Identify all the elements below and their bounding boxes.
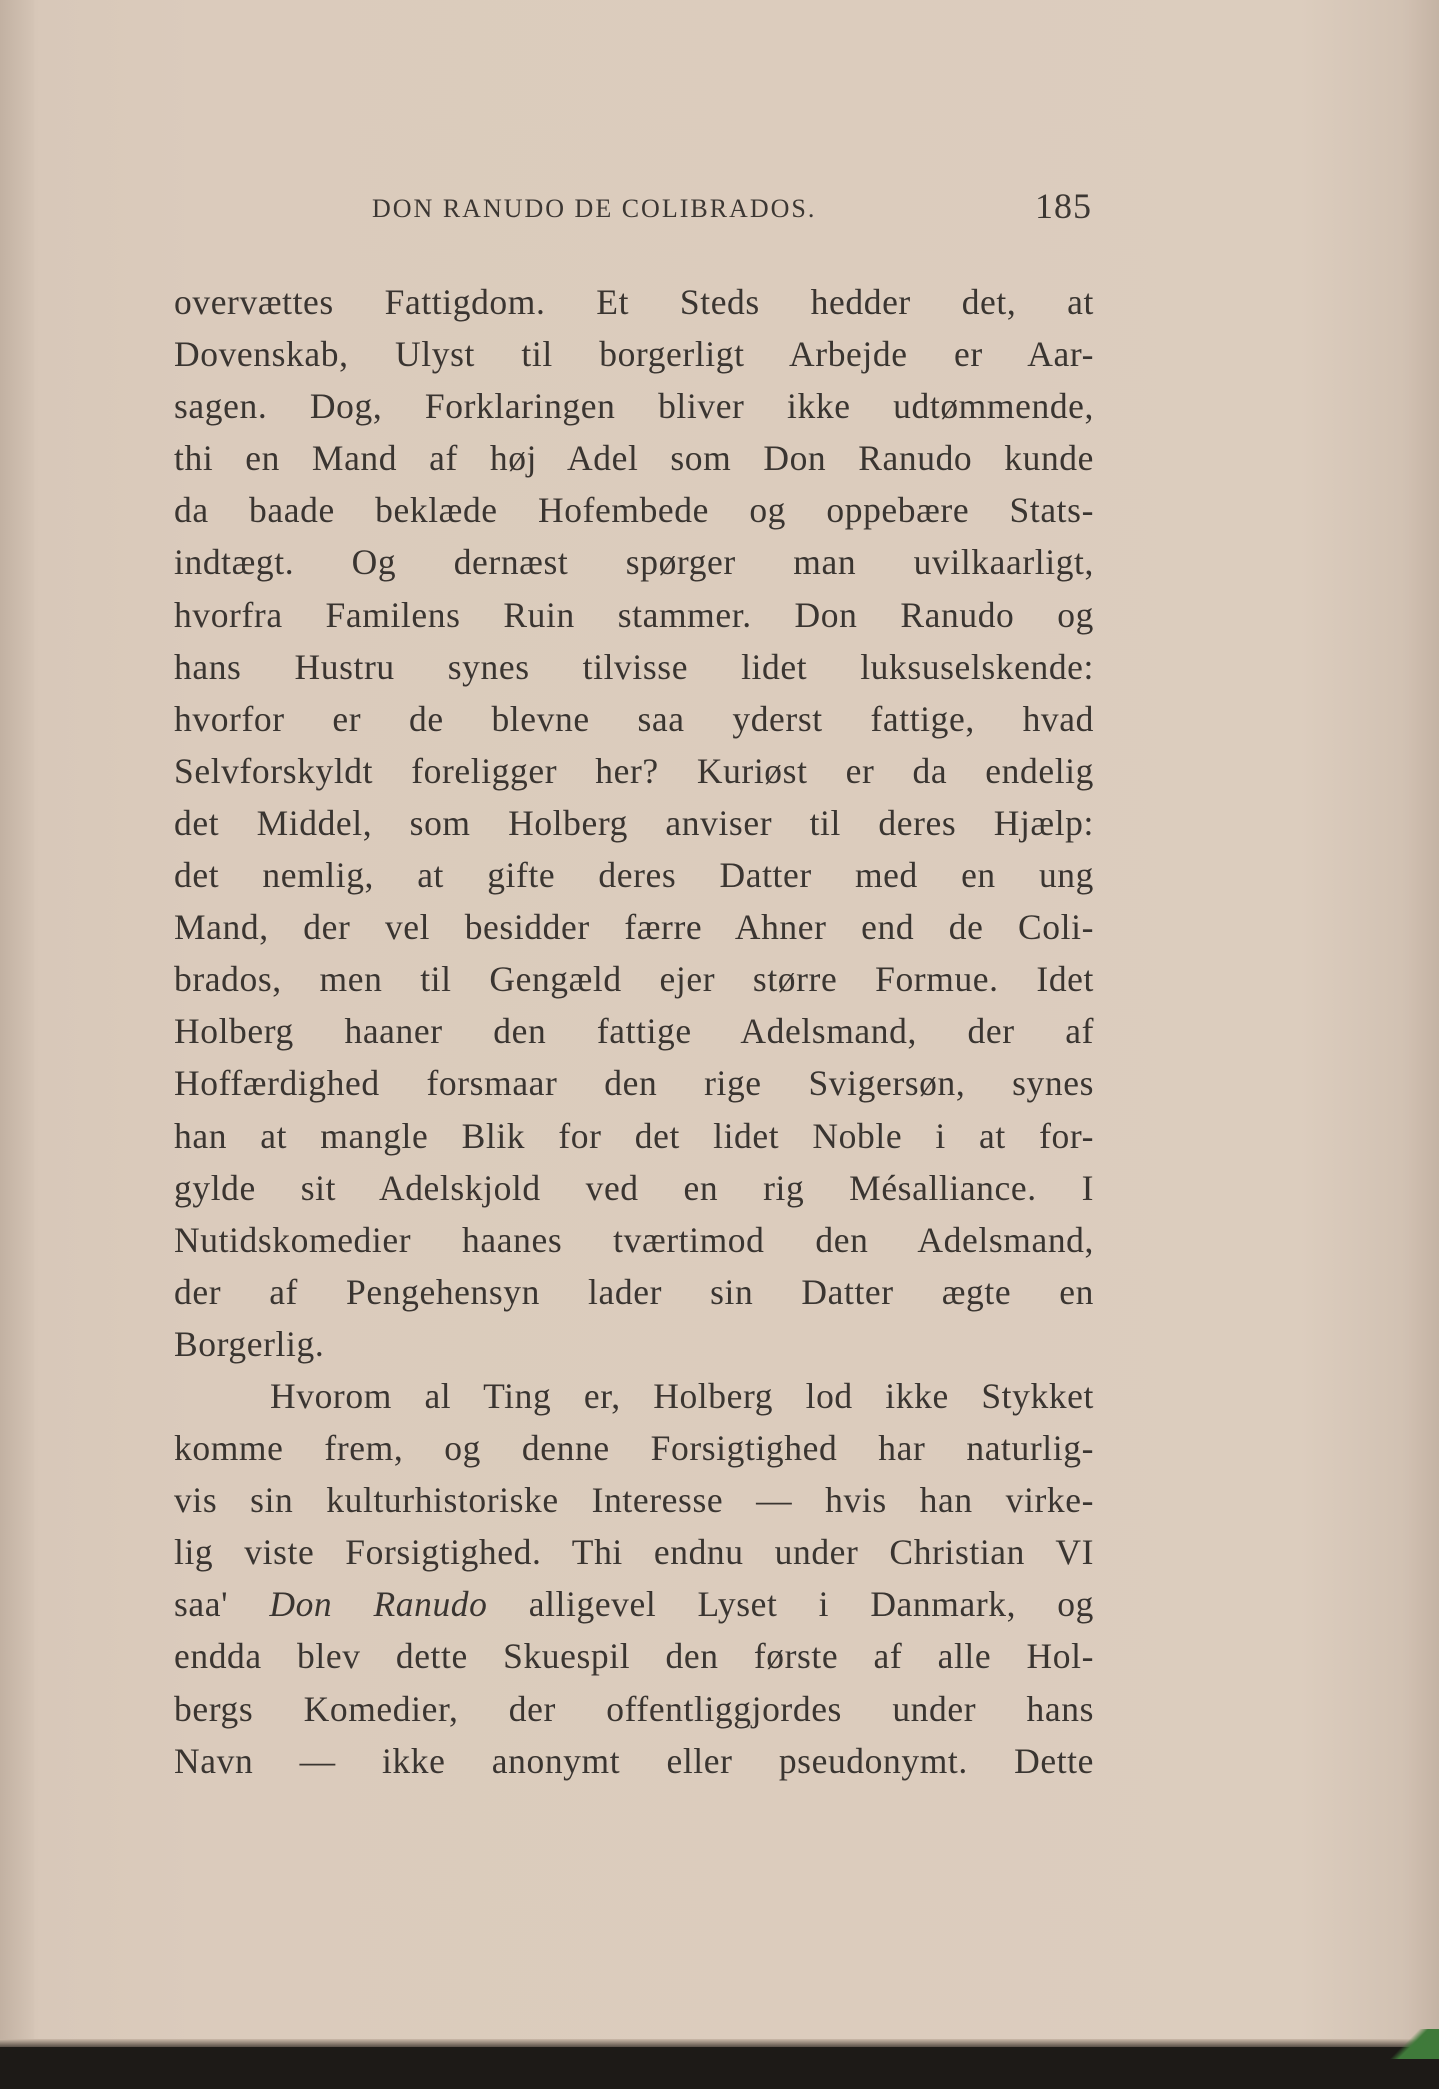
- text-line: det nemlig, at gifte deres Datter med en ung: [174, 855, 1094, 896]
- text-fragment: saa': [174, 1584, 270, 1625]
- text-line: Holberg haaner den fattige Adelsmand, der af: [174, 1011, 1094, 1052]
- text-fragment: alligevel Lyset i Danmark, og: [487, 1584, 1094, 1625]
- text-line: thi en Mand af høj Adel som Don Ranudo kunde: [174, 438, 1094, 479]
- text-line: bergs Komedier, der offentliggjordes under hans: [174, 1688, 1094, 1729]
- text-line: han at mangle Blik for det lidet Noble i at for-: [174, 1115, 1094, 1156]
- page-header: [372, 186, 1092, 232]
- text-line: da baade beklæde Hofembede og oppebære Stats-: [174, 490, 1094, 531]
- page-number: 185: [1035, 186, 1092, 226]
- page-gutter-left: [0, 0, 34, 2040]
- text-line: [174, 1578, 1094, 1630]
- scan-bottom-band: [0, 2047, 1439, 2089]
- text-line: brados, men til Gengæld ejer større Formue. Idet: [174, 959, 1094, 1000]
- text-line: Borgerlig.: [174, 1323, 325, 1364]
- text-line: lig viste Forsigtighed. Thi endnu under Christian VI: [174, 1532, 1094, 1573]
- paragraph: [174, 276, 1094, 1370]
- page-bottom-edge: [0, 2039, 1439, 2047]
- text-line: der af Pengehensyn lader sin Datter ægte en: [174, 1271, 1094, 1312]
- text-line: hvorfor er de blevne saa yderst fattige, hvad: [174, 698, 1094, 739]
- text-line: endda blev dette Skuespil den første af alle Hol-: [174, 1636, 1094, 1677]
- text-line: Navn — ikke anonymt eller pseudonymt. Dette: [174, 1740, 1094, 1781]
- text-line: sagen. Dog, Forklaringen bliver ikke udtømmende,: [174, 386, 1094, 427]
- text-line: Mand, der vel besidder færre Ahner end de Coli-: [174, 907, 1094, 948]
- text-line: Nutidskomedier haanes tværtimod den Adelsmand,: [174, 1219, 1094, 1260]
- body-text: [174, 276, 1094, 1787]
- text-line: det Middel, som Holberg anviser til deres Hjælp:: [174, 802, 1094, 843]
- paragraph: [174, 1370, 1094, 1787]
- text-line: Dovenskab, Ulyst til borgerligt Arbejde er Aar-: [174, 334, 1094, 375]
- text-line: indtægt. Og dernæst spørger man uvilkaarligt,: [174, 542, 1094, 583]
- text-line: hans Hustru synes tilvisse lidet luksuselskende:: [174, 646, 1094, 687]
- page-gutter-right: [1409, 0, 1439, 2040]
- text-line: Hoffærdighed forsmaar den rige Svigersøn, synes: [174, 1063, 1094, 1104]
- text-line: Selvforskyldt foreligger her? Kuriøst er da endelig: [174, 750, 1094, 791]
- cover-corner: [1379, 2029, 1439, 2059]
- text-line: hvorfra Familens Ruin stammer. Don Ranudo og: [174, 594, 1094, 635]
- text-line: komme frem, og denne Forsigtighed har naturlig-: [174, 1428, 1094, 1469]
- play-title: Don Ranudo: [269, 1584, 488, 1625]
- text-line: overvættes Fattigdom. Et Steds hedder det, at: [174, 282, 1094, 322]
- text-line: vis sin kulturhistoriske Interesse — hvis han virke-: [174, 1480, 1094, 1521]
- running-title: DON RANUDO DE COLIBRADOS.: [372, 194, 817, 223]
- text-line: gylde sit Adelskjold ved en rig Mésalliance. I: [174, 1167, 1094, 1208]
- text-line: Hvorom al Ting er, Holberg lod ikke Stykket: [270, 1375, 1094, 1416]
